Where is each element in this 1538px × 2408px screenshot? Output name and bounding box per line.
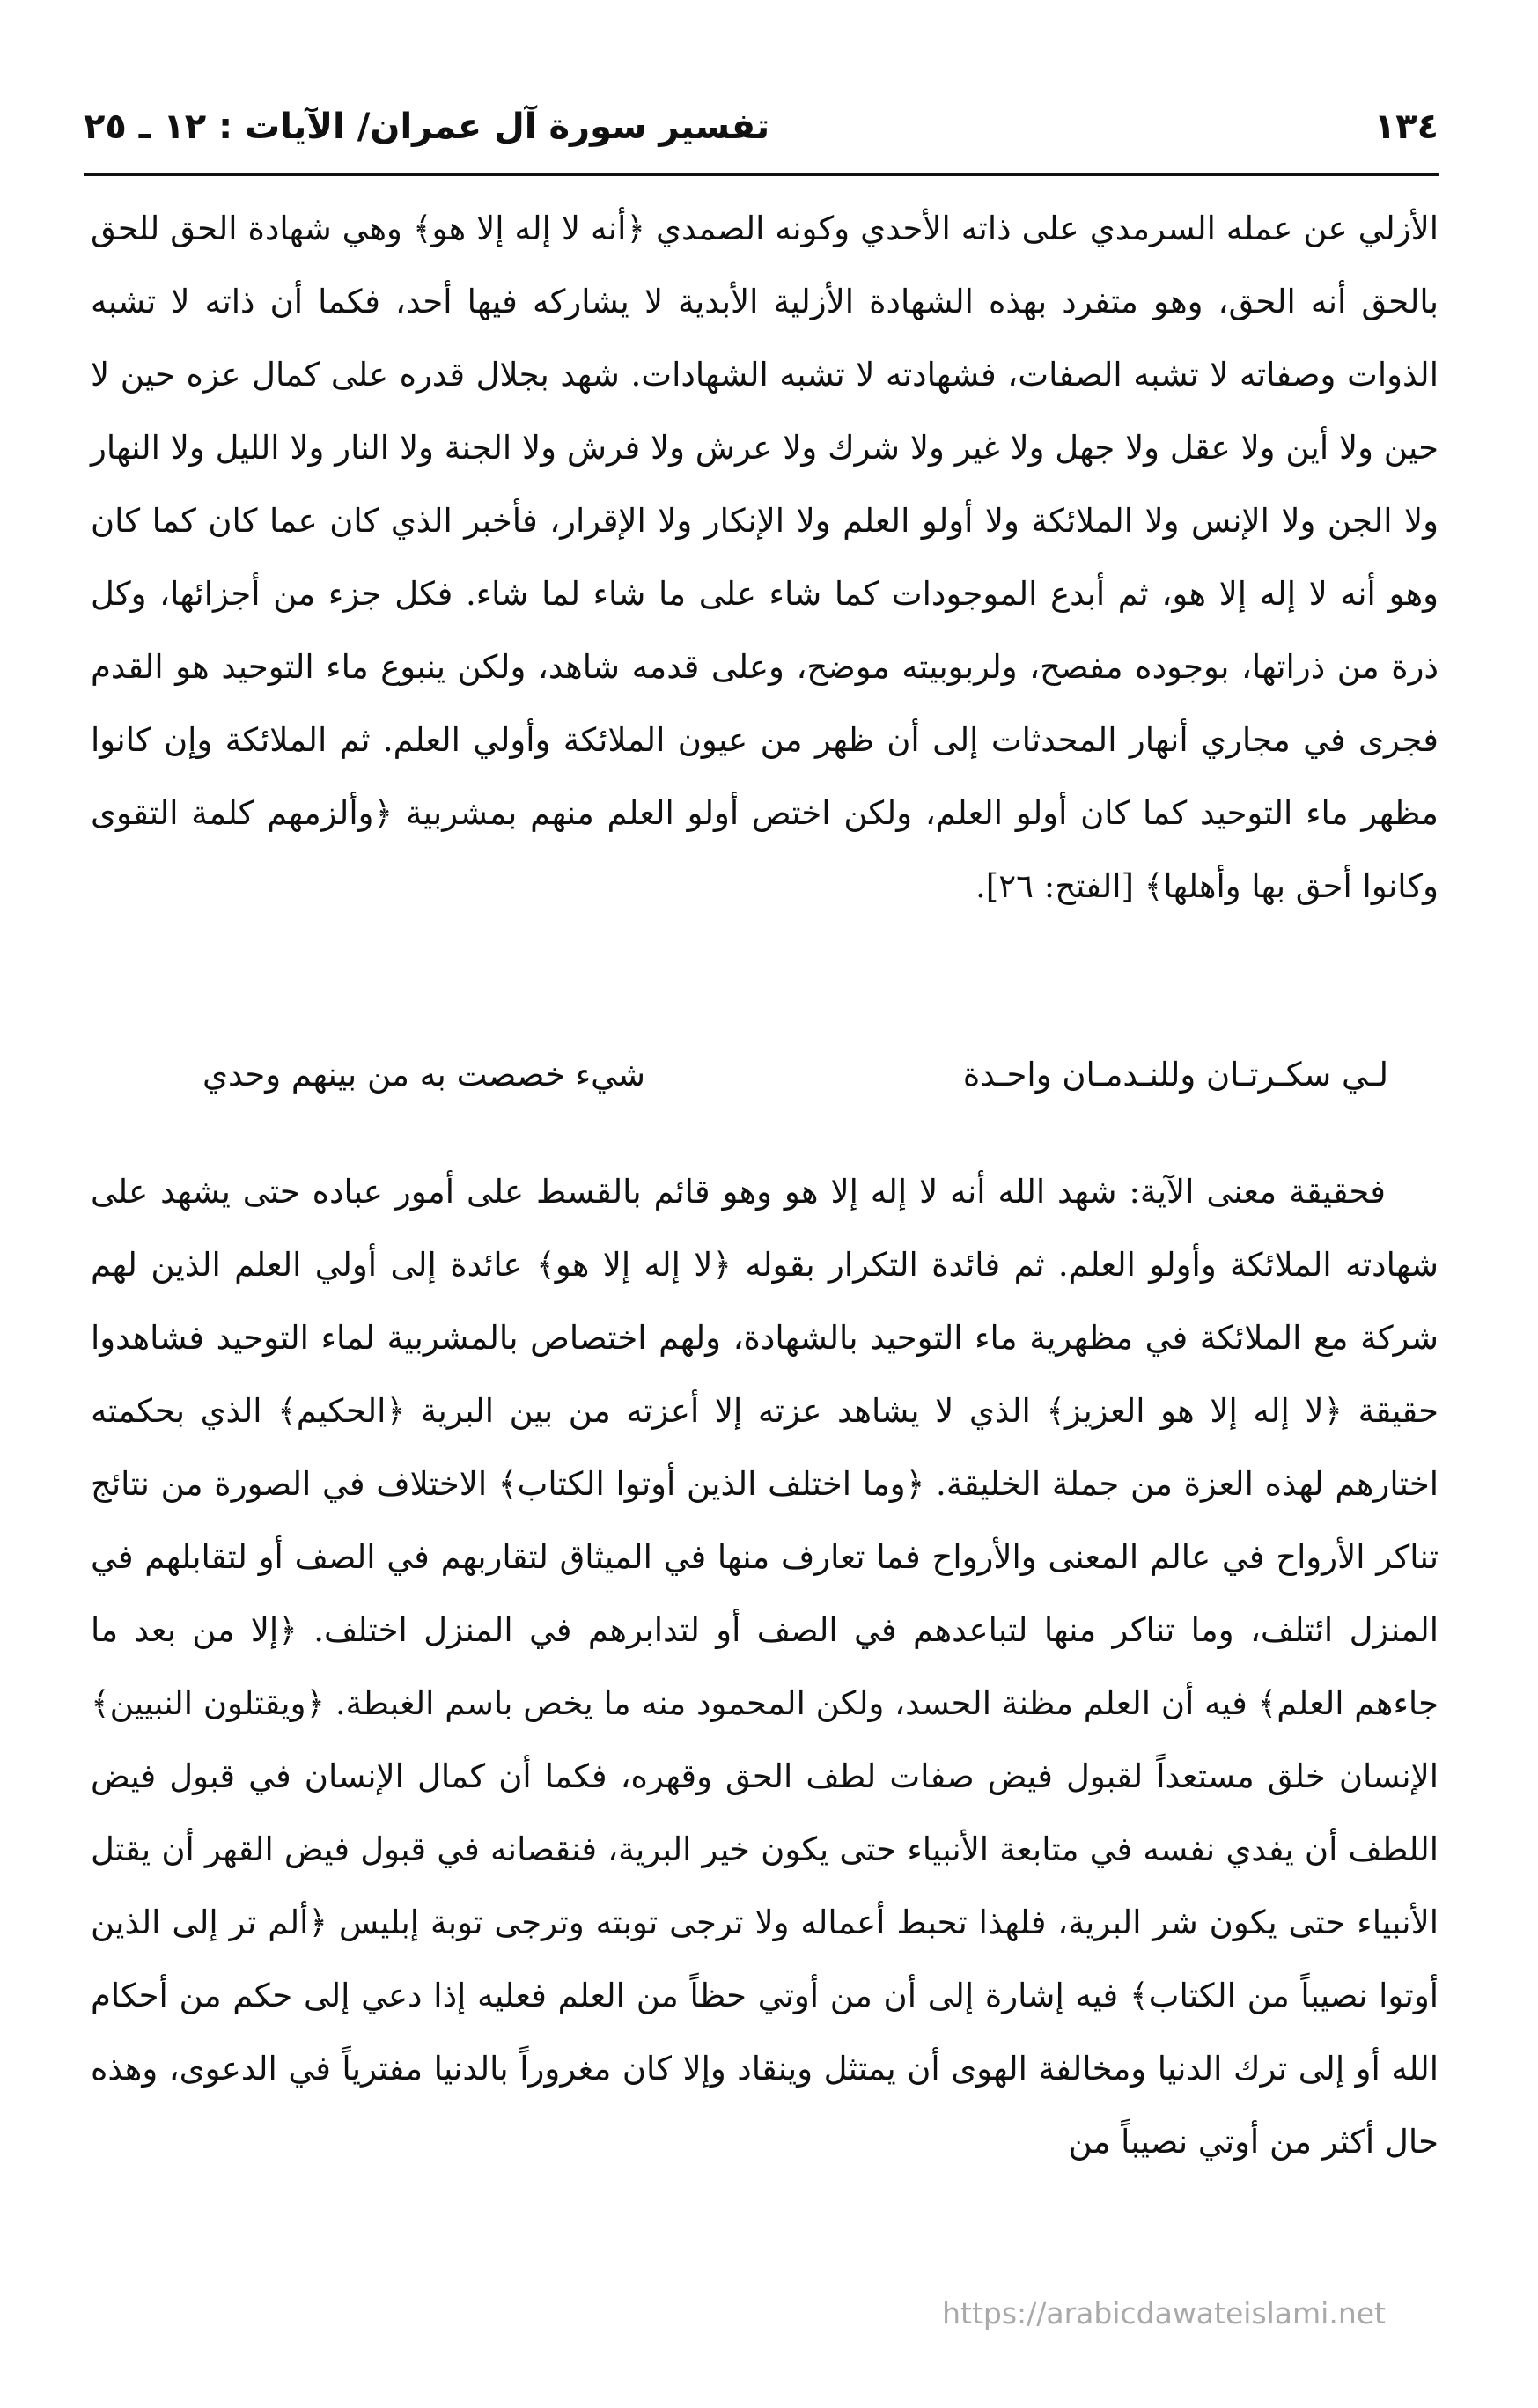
paragraph-block-1 [91,192,1439,923]
poetry-verse [202,1043,1388,1105]
paragraph: فحقيقة معنى الآية: شهد الله أنه لا إله إلا هو وهو قائم بالقسط على أمور عباده حتى يشهد على شهادته الملائكة وأولو العلم. ثم فائدة التكرار بقوله ﴿لا إله إلا هو﴾ عائدة إلى أولي العلم الذين لهم شركة مع الملائكة في مظهرية ماء التوحيد بالشهادة، ولهم اختصاص بالمشربية لماء التوحيد فشاهدوا حقيقة ﴿لا إله إلا هو العزيز﴾ الذي لا يشاهد عزته إلا أعزته من بين البرية ﴿الحكيم﴾ الذي بحكمته اختارهم لهذه العزة من جملة الخليقة. ﴿وما اختلف الذين أوتوا الكتاب﴾ الاختلاف في الصورة من نتائج تناكر الأرواح في عالم المعنى والأرواح فما تعارف منها في الميثاق لتقاربهم في الصف أو لتقابلهم في المنزل ائتلف، وما تناكر منها لتباعدهم في الصف أو لتدابرهم في المنزل اختلف. ﴿إلا من بعد ما جاءهم العلم﴾ فيه أن العلم مظنة الحسد، ولكن المحمود منه ما يخص باسم الغبطة. ﴿ويقتلون النبيين﴾ الإنسان خلق مستعداً لقبول فيض صفات لطف الحق وقهره، فكما أن كمال الإنسان في قبول فيض اللطف أن يفدي نفسه في متابعة الأنبياء حتى يكون خير البرية، فنقصانه في قبول فيض القهر أن يقتل الأنبياء حتى يكون شر البرية، فلهذا تحبط أعماله ولا ترجى توبته وترجى توبة إبليس ﴿ألم تر إلى الذين أوتوا نصيباً من الكتاب﴾ فيه إشارة إلى أن من أوتي حظاً من العلم فعليه إذا دعي إلى حكم من أحكام الله أو إلى ترك الدنيا ومخالفة الهوى أن يمتثل وينقاد وإلا كان مغروراً بالدنيا مفترياً في الدعوى، وهذه حال أكثر من أوتي نصيباً من [91,1173,1439,2161]
header-rule [84,173,1439,176]
verse-hemistich-right: لـي سكـرتـان وللنـدمـان واحـدة [962,1055,1388,1094]
website-watermark: https://arabicdawateislami.net [942,2296,1386,2331]
page-header [84,99,1439,155]
paragraph: الأزلي عن عمله السرمدي على ذاته الأحدي وكونه الصمدي ﴿أنه لا إله إلا هو﴾ وهي شهادة الحق للحق بالحق أنه الحق، وهو متفرد بهذه الشهادة الأزلية الأبدية لا يشاركه فيها أحد، فكما أن ذاته لا تشبه الذوات وصفاته لا تشبه الصفات، فشهادته لا تشبه الشهادات. شهد بجلال قدره على كمال عزه حين لا حين ولا أين ولا عقل ولا جهل ولا غير ولا شرك ولا عرش ولا فرش ولا الجنة ولا النار ولا الليل ولا النهار ولا الجن ولا الإنس ولا الملائكة ولا أولو العلم ولا الإنكار ولا الإقرار، فأخبر الذي كان عما كان كما كان وهو أنه لا إله إلا هو، ثم أبدع الموجودات كما شاء على ما شاء لما شاء. فكل جزء من أجزائها، وكل ذرة من ذراتها، بوجوده مفصح، ولربوبيته موضح، وعلى قدمه شاهد، ولكن ينبوع ماء التوحيد هو القدم فجرى في مجاري أنهار المحدثات إلى أن ظهر من عيون الملائكة وأولي العلم. ثم الملائكة وإن كانوا مظهر ماء التوحيد كما كان أولو العلم، ولكن اختص أولو العلم منهم بمشربية ﴿وألزمهم كلمة التقوى وكانوا أحق بها وأهلها﴾ [الفتح: ٢٦]. [91,210,1439,905]
page-number: ١٣٤ [1373,107,1439,147]
verse-hemistich-left: شيء خصصت به من بينهم وحدي [202,1055,645,1094]
running-title: تفسير سورة آل عمران/ الآيات : ١٢ ـ ٢٥ [84,107,770,147]
paragraph-block-2 [91,1155,1439,2178]
